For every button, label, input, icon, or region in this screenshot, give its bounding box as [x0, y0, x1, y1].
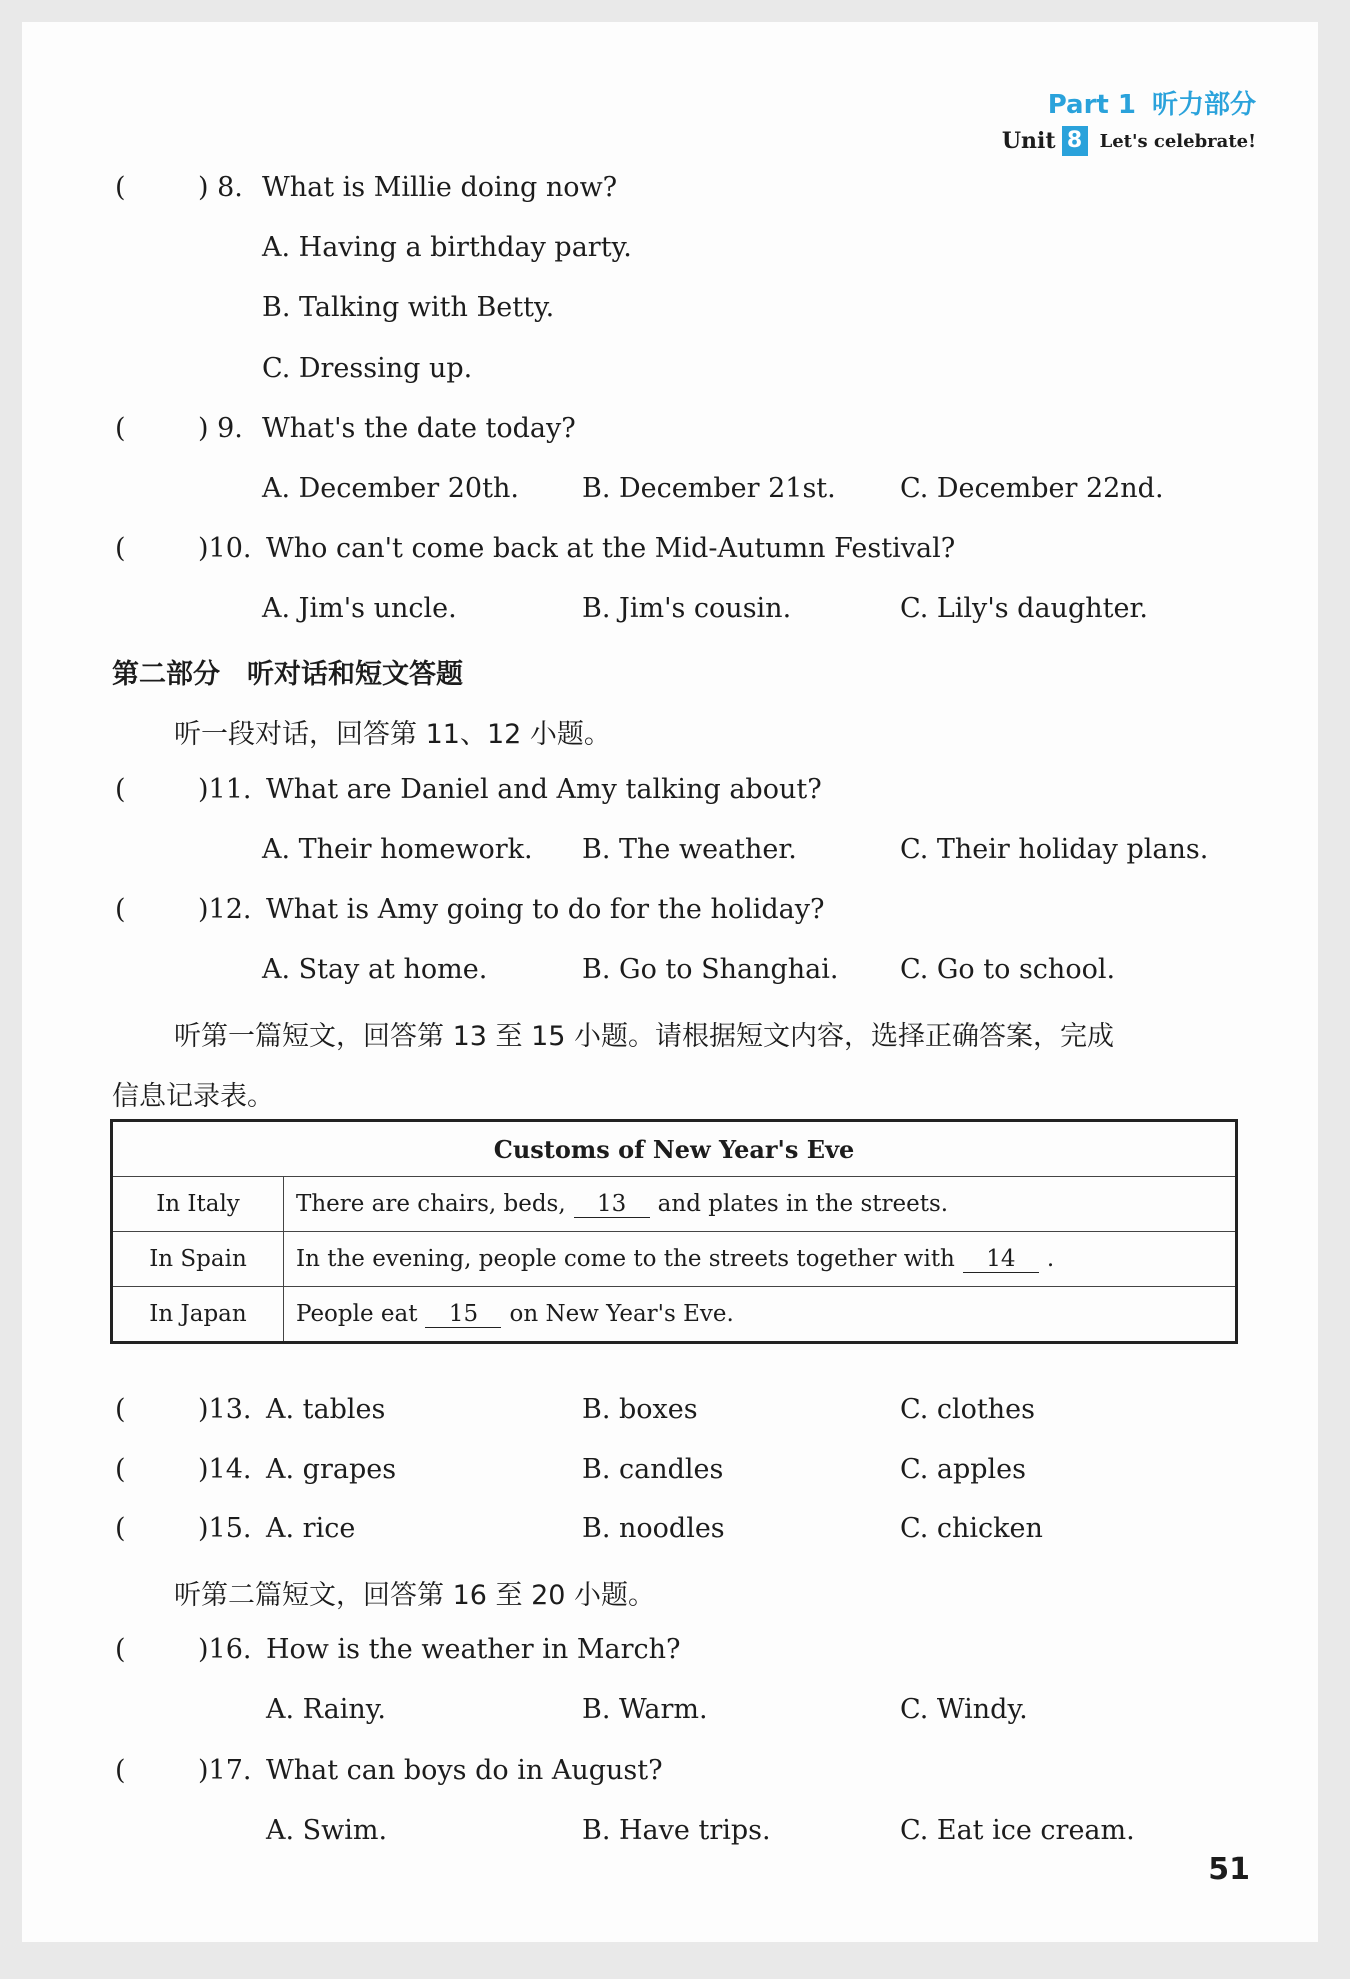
- option-c: C. Their holiday plans.: [900, 834, 1209, 865]
- header-unit: [1002, 126, 1256, 156]
- question-text: Who can't come back at the Mid-Autumn Festival?: [266, 533, 956, 564]
- custom-text: There are chairs, beds,: [296, 1190, 566, 1217]
- workbook-page: [22, 22, 1318, 1942]
- option-b: B. noodles: [582, 1513, 725, 1544]
- option-b: B. Talking with Betty.: [262, 292, 555, 323]
- option-a: A. December 20th.: [262, 473, 519, 504]
- question-number: )13.: [198, 1394, 252, 1425]
- question-number: )12.: [198, 894, 252, 925]
- option-a: A. Rainy.: [266, 1694, 386, 1725]
- option-b: B. boxes: [582, 1394, 698, 1425]
- answer-paren: (: [115, 413, 126, 444]
- question-number: )17.: [198, 1755, 252, 1786]
- option-b: B. Go to Shanghai.: [582, 954, 839, 985]
- table-row: [112, 1287, 1237, 1343]
- part-label-zh: 听力部分: [1151, 90, 1256, 120]
- answer-paren: (: [115, 1513, 126, 1544]
- custom-text: .: [1046, 1245, 1055, 1272]
- option-c: C. Windy.: [900, 1694, 1028, 1725]
- question-number: ) 9.: [198, 413, 243, 444]
- question-text: How is the weather in March?: [266, 1634, 681, 1665]
- question-text: What's the date today?: [262, 413, 576, 444]
- question-text: What is Millie doing now?: [262, 172, 618, 203]
- answer-paren: (: [115, 1454, 126, 1485]
- option-b: B. December 21st.: [582, 473, 836, 504]
- option-a: A. Swim.: [266, 1815, 388, 1846]
- option-b: B. Warm.: [582, 1694, 708, 1725]
- unit-title: Let's celebrate!: [1099, 130, 1256, 152]
- section-title: 第二部分 听对话和短文答题: [112, 659, 463, 690]
- page-number: 51: [1208, 1852, 1250, 1887]
- country-cell: In Japan: [112, 1287, 284, 1343]
- country-cell: In Italy: [112, 1177, 284, 1232]
- custom-text: People eat: [296, 1300, 418, 1327]
- question-text: What are Daniel and Amy talking about?: [266, 774, 822, 805]
- question-text: What is Amy going to do for the holiday?: [266, 894, 825, 925]
- question-number: )16.: [198, 1634, 252, 1665]
- option-c: C. chicken: [900, 1513, 1043, 1544]
- answer-paren: (: [115, 894, 126, 925]
- option-c: C. apples: [900, 1454, 1026, 1485]
- custom-text: on New Year's Eve.: [509, 1300, 734, 1327]
- customs-table: [110, 1119, 1238, 1344]
- question-number: )14.: [198, 1454, 252, 1485]
- table-title: Customs of New Year's Eve: [112, 1121, 1237, 1177]
- unit-number-badge: 8: [1062, 126, 1088, 156]
- option-c: C. clothes: [900, 1394, 1035, 1425]
- option-c: C. Eat ice cream.: [900, 1815, 1135, 1846]
- table-header-row: [112, 1121, 1237, 1177]
- answer-paren: (: [115, 774, 126, 805]
- option-b: B. The weather.: [582, 834, 797, 865]
- option-b: B. Jim's cousin.: [582, 593, 792, 624]
- option-a: A. Jim's uncle.: [262, 593, 457, 624]
- unit-label: Unit: [1001, 128, 1056, 154]
- option-c: C. December 22nd.: [900, 473, 1164, 504]
- header-part: [1048, 84, 1256, 121]
- answer-blank-13: 13: [574, 1191, 650, 1218]
- table-row: [112, 1177, 1237, 1232]
- option-a: A. Having a birthday party.: [262, 232, 632, 263]
- answer-paren: (: [115, 533, 126, 564]
- custom-cell: [284, 1287, 1237, 1343]
- custom-text: and plates in the streets.: [657, 1190, 949, 1217]
- option-c: C. Dressing up.: [262, 353, 473, 384]
- answer-blank-14: 14: [963, 1246, 1039, 1273]
- instruction-cont: 信息记录表。: [112, 1081, 274, 1112]
- answer-paren: (: [115, 1755, 126, 1786]
- option-b: B. candles: [582, 1454, 724, 1485]
- option-a: A. rice: [266, 1513, 356, 1544]
- part-label: Part 1: [1047, 90, 1136, 120]
- option-a: A. tables: [266, 1394, 386, 1425]
- option-c: C. Go to school.: [900, 954, 1116, 985]
- table-row: [112, 1232, 1237, 1287]
- instruction: 听一段对话，回答第 11、12 小题。: [174, 719, 611, 750]
- question-text: What can boys do in August?: [266, 1755, 663, 1786]
- answer-blank-15: 15: [425, 1301, 501, 1328]
- option-c: C. Lily's daughter.: [900, 593, 1148, 624]
- question-number: )10.: [198, 533, 252, 564]
- option-b: B. Have trips.: [582, 1815, 771, 1846]
- custom-cell: [284, 1232, 1237, 1287]
- custom-cell: [284, 1177, 1237, 1232]
- option-a: A. grapes: [266, 1454, 397, 1485]
- question-number: )15.: [198, 1513, 252, 1544]
- question-number: )11.: [198, 774, 252, 805]
- question-number: ) 8.: [198, 172, 243, 203]
- answer-paren: (: [115, 1634, 126, 1665]
- answer-paren: (: [115, 172, 126, 203]
- custom-text: In the evening, people come to the streets together with: [296, 1245, 955, 1272]
- option-a: A. Their homework.: [262, 834, 533, 865]
- answer-paren: (: [115, 1394, 126, 1425]
- instruction: 听第一篇短文，回答第 13 至 15 小题。请根据短文内容，选择正确答案，完成: [174, 1021, 1115, 1052]
- country-cell: In Spain: [112, 1232, 284, 1287]
- option-a: A. Stay at home.: [262, 954, 488, 985]
- instruction: 听第二篇短文，回答第 16 至 20 小题。: [174, 1580, 656, 1611]
